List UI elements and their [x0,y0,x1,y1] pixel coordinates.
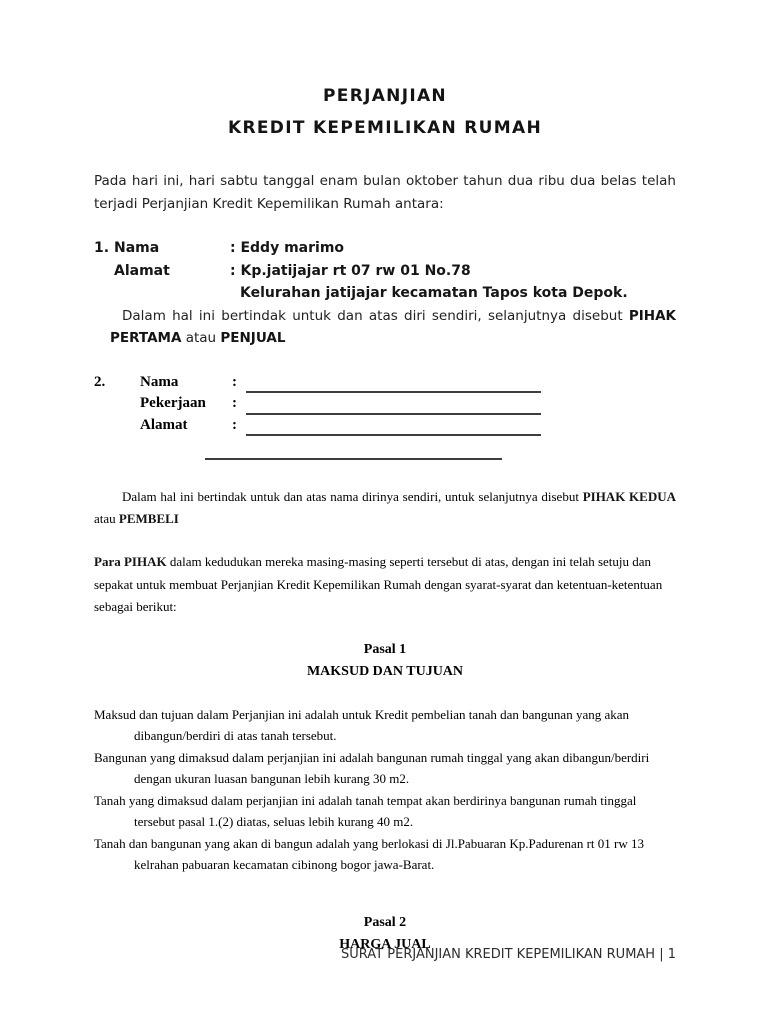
title-line-1: PERJANJIAN [323,86,447,106]
party1-section [94,237,676,350]
party1-address-label: Alamat [114,262,170,279]
party2-number: 2. [94,373,106,390]
party1-name-label: Nama [114,240,160,256]
party2-name-blank-line [246,376,541,393]
intro-paragraph: Pada hari ini, hari sabtu tanggal enam bulan oktober tahun dua ribu dua belas telah terjadi Perjanjian Kredit Kepemilikan Rumah antara: [94,173,676,212]
party1-term-pihak-pertama: PIHAK PERTAMA [110,307,676,346]
party2-job-row [94,393,676,415]
party2-name-label: Nama [140,373,179,390]
party2-address-colon: : [232,416,237,433]
page-footer: SURAT PERJANJIAN KREDIT KEPEMILIKAN RUMAH | 1 [341,947,676,962]
agreement-text: dalam kedudukan mereka masing-masing seperti tersebut di atas, dengan ini telah setuju dan sepakat untuk membuat Perjanjian Kredit Kepemilikan Rumah dengan syarat-syarat dan ketentuan-ketentuan sebagai berikut: [94,554,663,614]
party2-name-row [94,372,676,394]
party2-term-pihak-kedua: PIHAK KEDUA [582,489,676,504]
party2-job-colon: : [232,395,237,411]
party2-clause-connector: atau [94,511,119,526]
party1-address-row [94,260,676,283]
party2-term-pembeli: PEMBELI [118,511,179,526]
pasal1-items [94,704,676,876]
party2-clause [94,486,676,530]
agreement-bold-para-pihak: Para PIHAK [94,554,167,569]
party2-name-colon: : [232,373,237,390]
party2-address-blank-line [246,419,541,436]
party1-clause-prefix: Dalam hal ini bertindak untuk dan atas diri sendiri, selanjutnya disebut [122,307,629,324]
party2-job-blank-line [246,398,541,415]
party2-address-label: Alamat [140,416,188,433]
pasal2-number: Pasal 2 [363,914,407,930]
pasal2-title: HARGA JUAL [339,936,431,952]
pasal1-heading [94,639,676,683]
party1-clause-connector: atau [181,330,221,346]
party1-address-line2: Kelurahan jatijajar kecamatan Tapos kota Depok. [240,285,628,301]
party1-name-row [94,237,676,260]
pasal1-title: MAKSUD DAN TUJUAN [306,663,464,679]
pasal1-item-1: Maksud dan tujuan dalam Perjanjian ini adalah untuk Kredit pembelian tanah dan bangunan yang akan dibangun/berdiri di atas tanah tersebut. [94,706,630,743]
party1-term-penjual: PENJUAL [220,330,286,346]
agreement-paragraph [94,551,676,619]
pasal1-item-3: Tanah yang dimaksud dalam perjanjian ini adalah tanah tempat akan berdirinya bangunan rumah tinggal tersebut pasal 1.(2) diatas, seluas lebih kurang 40 m2. [94,792,637,829]
party1-address-value: : Kp.jatijajar rt 07 rw 01 No.78 [230,262,471,279]
page-content [94,0,676,956]
pasal1-item-2: Bangunan yang dimaksud dalam perjanjian ini adalah bangunan rumah tinggal yang akan dibangun/berdiri dengan ukuran luasan bangunan lebih kurang 30 m2. [94,749,650,786]
party1-number-spacer [94,260,114,283]
party2-address-row [94,415,676,437]
party2-clause-prefix: Dalam hal ini bertindak untuk dan atas nama dirinya sendiri, untuk selanjutnya disebut [122,489,583,504]
party1-number: 1. [94,240,110,256]
pasal1-number: Pasal 1 [363,641,407,657]
pasal1-item-4: Tanah dan bangunan yang akan di bangun adalah yang berlokasi di Jl.Pabuaran Kp.Padurenan rt 01 rw 13 kelrahan pabuaran kecamatan cibinong bogor jawa-Barat. [94,835,644,872]
document-title [94,80,676,144]
party2-job-label: Pekerjaan [140,395,206,411]
title-line-2: KREDIT KEPEMILIKAN RUMAH [228,118,542,138]
party2-address-blank-line2 [205,445,502,460]
party2-section [94,372,676,531]
party1-clause [110,305,676,350]
party1-name-value: : Eddy marimo [230,240,345,256]
